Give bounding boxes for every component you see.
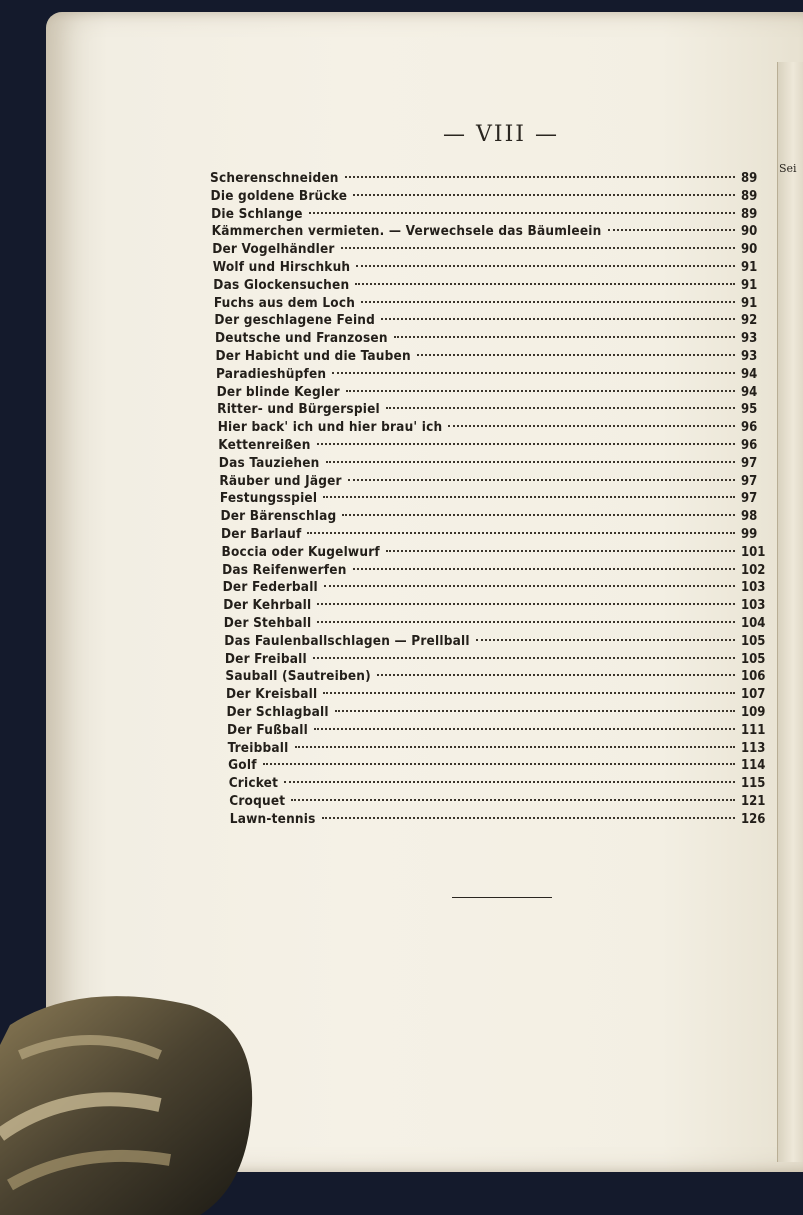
entry-page-number: 103: [741, 598, 766, 614]
toc-entry: [210, 562, 785, 580]
entry-page-number: 91: [741, 295, 758, 311]
entry-title: Ritter- und Bürgerspiel: [217, 401, 380, 418]
toc-entry: [210, 277, 785, 295]
entry-page-number: 99: [741, 526, 758, 542]
dot-leader: [332, 372, 735, 374]
dot-leader: [342, 514, 735, 516]
dot-leader: [353, 568, 735, 570]
dot-leader: [284, 781, 735, 783]
entry-title: Fuchs aus dem Loch: [213, 294, 356, 311]
entry-title: Deutsche und Franzosen: [214, 330, 388, 347]
table-of-contents: [210, 170, 785, 828]
dot-leader: [317, 621, 735, 623]
entry-page-number: 96: [741, 437, 758, 453]
dot-leader: [608, 229, 735, 231]
entry-page-number: 126: [741, 811, 766, 827]
dot-leader: [314, 728, 735, 730]
entry-page-number: 103: [741, 580, 766, 596]
toc-entry: [210, 348, 785, 366]
toc-entry: [210, 651, 785, 669]
entry-title: Boccia oder Kugelwurf: [221, 543, 380, 560]
entry-page-number: 94: [741, 384, 758, 400]
dot-leader: [309, 212, 735, 214]
toc-entry: [210, 579, 785, 597]
entry-title: Der Freiball: [224, 650, 307, 667]
dot-leader: [476, 639, 735, 641]
dot-leader: [356, 265, 735, 267]
entry-title: Golf: [228, 757, 257, 774]
dot-leader: [381, 318, 735, 320]
dot-leader: [291, 799, 735, 801]
toc-entry: [210, 437, 785, 455]
entry-page-number: 111: [741, 722, 766, 738]
entry-title: Sauball (Sautreiben): [225, 668, 371, 685]
column-label: Sei: [779, 162, 797, 175]
dot-leader: [335, 710, 735, 712]
entry-page-number: 97: [741, 455, 758, 471]
entry-title: Der Kreisball: [225, 686, 318, 703]
entry-page-number: 115: [741, 776, 766, 792]
entry-title: Die Schlange: [211, 205, 303, 222]
entry-page-number: 89: [741, 188, 758, 204]
entry-title: Der Habicht und die Tauben: [215, 347, 411, 364]
toc-entry: [210, 223, 785, 241]
toc-entry: [210, 544, 785, 562]
entry-page-number: 105: [741, 633, 766, 649]
dot-leader: [345, 176, 735, 178]
entry-title: Der Stehball: [223, 614, 312, 631]
entry-page-number: 113: [741, 740, 766, 756]
dot-leader: [323, 692, 735, 694]
toc-entry: [210, 419, 785, 437]
toc-entry: [210, 473, 785, 491]
entry-page-number: 97: [741, 491, 758, 507]
entry-title: Hier back' ich und hier brau' ich: [217, 419, 443, 436]
dot-leader: [326, 461, 735, 463]
entry-title: Kämmerchen vermieten. — Verwechsele das Bäumleein: [211, 223, 602, 240]
closing-rule: [452, 897, 552, 898]
dot-leader: [313, 657, 735, 659]
dot-leader: [263, 763, 735, 765]
entry-title: Das Glockensuchen: [213, 276, 350, 293]
toc-entry: [210, 668, 785, 686]
toc-entry: [210, 740, 785, 758]
toc-entry: [210, 722, 785, 740]
entry-page-number: 91: [741, 259, 758, 275]
entry-page-number: 114: [741, 758, 766, 774]
dot-leader: [307, 532, 735, 534]
entry-title: Der Vogelhändler: [212, 241, 335, 258]
entry-title: Räuber und Jäger: [219, 472, 342, 489]
dot-leader: [394, 336, 735, 338]
toc-entry: [210, 170, 785, 188]
dot-leader: [323, 496, 735, 498]
dot-leader: [386, 407, 735, 409]
entry-page-number: 105: [741, 651, 766, 667]
paperweight-icon: [0, 985, 260, 1215]
entry-title: Der geschlagene Feind: [214, 312, 376, 329]
entry-page-number: 121: [741, 793, 766, 809]
entry-page-number: 89: [741, 206, 758, 222]
entry-title: Das Reifenwerfen: [222, 561, 347, 578]
entry-page-number: 89: [741, 171, 758, 186]
toc-entry: [210, 775, 785, 793]
dot-leader: [448, 425, 735, 427]
toc-entry: [210, 757, 785, 775]
entry-title: Kettenreißen: [218, 436, 311, 453]
entry-title: Treibball: [227, 739, 289, 756]
entry-page-number: 93: [741, 348, 758, 364]
entry-title: Der Federball: [222, 579, 318, 596]
entry-page-number: 96: [741, 420, 758, 436]
entry-title: Der Barlauf: [221, 525, 302, 542]
entry-title: Wolf und Hirschkuh: [212, 258, 351, 275]
entry-page-number: 94: [741, 366, 758, 382]
toc-entry: [210, 188, 785, 206]
dot-leader: [295, 746, 736, 748]
entry-page-number: 95: [741, 402, 758, 418]
toc-entry: [210, 206, 785, 224]
entry-page-number: 109: [741, 704, 766, 720]
entry-page-number: 104: [741, 615, 766, 631]
entry-title: Der Bärenschlag: [220, 508, 337, 525]
dot-leader: [341, 247, 735, 249]
entry-page-number: 90: [741, 242, 758, 258]
entry-title: Cricket: [228, 775, 279, 792]
entry-title: Croquet: [229, 792, 286, 809]
toc-entry: [210, 811, 785, 829]
toc-entry: [210, 686, 785, 704]
dot-leader: [324, 585, 735, 587]
entry-page-number: 92: [741, 313, 758, 329]
entry-page-number: 106: [741, 669, 766, 685]
dot-leader: [355, 283, 735, 285]
toc-entry: [210, 241, 785, 259]
entry-title: Das Tauziehen: [218, 454, 320, 471]
entry-page-number: 107: [741, 687, 766, 703]
toc-entry: [210, 490, 785, 508]
entry-page-number: 93: [741, 331, 758, 347]
toc-entry: [210, 633, 785, 651]
toc-entry: [210, 295, 785, 313]
entry-title: Der Schlagball: [226, 703, 329, 720]
toc-entry: [210, 366, 785, 384]
entry-title: Lawn-tennis: [229, 810, 316, 827]
entry-page-number: 102: [741, 562, 766, 578]
dot-leader: [317, 603, 735, 605]
toc-entry: [210, 704, 785, 722]
entry-title: Der blinde Kegler: [216, 383, 340, 400]
dot-leader: [353, 194, 735, 196]
entry-page-number: 91: [741, 277, 758, 293]
toc-entry: [210, 455, 785, 473]
toc-entry: [210, 384, 785, 402]
dot-leader: [322, 817, 735, 819]
dot-leader: [317, 443, 735, 445]
toc-entry: [210, 793, 785, 811]
entry-title: Das Faulenballschlagen — Prellball: [224, 632, 470, 649]
dot-leader: [417, 354, 735, 356]
entry-page-number: 90: [741, 224, 758, 240]
entry-title: Der Fußball: [227, 721, 309, 738]
toc-entry: [210, 330, 785, 348]
dot-leader: [361, 301, 735, 303]
toc-entry: [210, 615, 785, 633]
toc-entry: [210, 597, 785, 615]
entry-title: Paradieshüpfen: [216, 365, 327, 382]
entry-page-number: 98: [741, 509, 758, 525]
entry-title: Der Kehrball: [223, 597, 312, 614]
dot-leader: [377, 674, 735, 676]
entry-page-number: 97: [741, 473, 758, 489]
toc-entry: [210, 312, 785, 330]
toc-entry: [210, 508, 785, 526]
dot-leader: [346, 390, 735, 392]
entry-title: Die goldene Brücke: [210, 187, 348, 204]
dot-leader: [386, 550, 735, 552]
page-number: — VIII —: [443, 122, 559, 147]
toc-entry: [210, 526, 785, 544]
toc-entry: [210, 259, 785, 277]
entry-title: Scherenschneiden: [210, 170, 339, 186]
toc-entry: [210, 401, 785, 419]
dot-leader: [348, 479, 735, 481]
entry-page-number: 101: [741, 544, 766, 560]
entry-title: Festungsspiel: [219, 490, 318, 507]
